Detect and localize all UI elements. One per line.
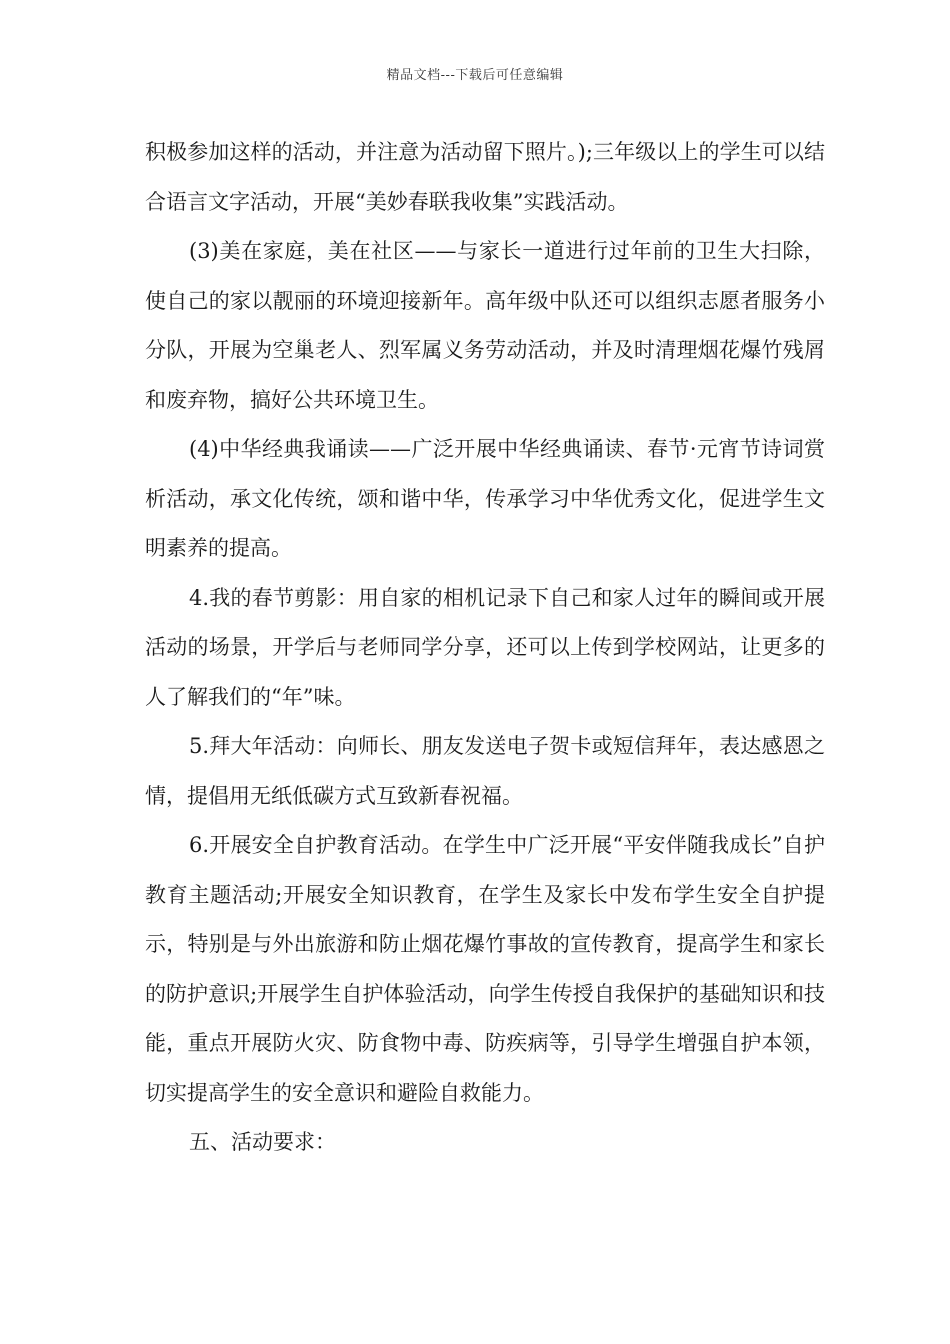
- paragraph-5: 5.拜大年活动：向师长、朋友发送电子贺卡或短信拜年，表达感恩之情，提倡用无纸低碳方式互致新春祝福。: [145, 734, 825, 808]
- paragraph-1: 积极参加这样的活动，并注意为活动留下照片。);三年级以上的学生可以结合语言文字活动，开展“美妙春联我收集”实践活动。: [145, 140, 825, 214]
- paragraph-4: 4.我的春节剪影：用自家的相机记录下自己和家人过年的瞬间或开展活动的场景，开学后与老师同学分享，还可以上传到学校网站，让更多的人了解我们的“年”味。: [145, 585, 825, 709]
- paragraph-6: 6.开展安全自护教育活动。在学生中广泛开展“平安伴随我成长”自护教育主题活动;开展安全知识教育，在学生及家长中发布学生安全自护提示，特别是与外出旅游和防止烟花爆竹事故的宣传教育，提高学生和家长的防护意识;开展学生自护体验活动，向学生传授自我保护的基础知识和技能，重点开展防火灾、防食物中毒、防疾病等，引导学生增强自护本领，切实提高学生的安全意识和避险自救能力。: [145, 833, 825, 1105]
- section-heading: 五、活动要求：: [189, 1130, 336, 1154]
- document-body: [145, 128, 825, 1168]
- paragraph-3: (4)中华经典我诵读——广泛开展中华经典诵读、春节·元宵节诗词赏析活动，承文化传统，颂和谐中华，传承学习中华优秀文化，促进学生文明素养的提高。: [145, 437, 825, 560]
- paragraph-2: (3)美在家庭，美在社区——与家长一道进行过年前的卫生大扫除，使自己的家以靓丽的环境迎接新年。高年级中队还可以组织志愿者服务小分队，开展为空巢老人、烈军属义务劳动活动，并及时清理烟花爆竹残屑和废弃物，搞好公共环境卫生。: [145, 239, 825, 412]
- page-header: 精品文档---下载后可任意编辑: [386, 68, 564, 83]
